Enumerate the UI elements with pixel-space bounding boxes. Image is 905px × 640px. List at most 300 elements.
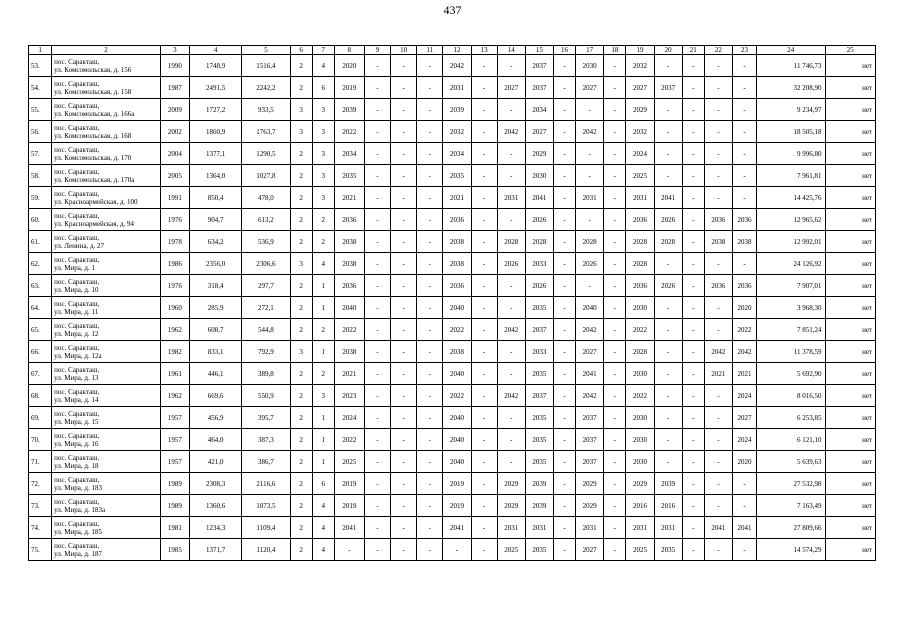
cell-col-12: 2035 <box>443 165 471 187</box>
address-cell <box>52 143 161 165</box>
column-number-2: 2 <box>52 46 161 55</box>
cell-col-4: 2308,3 <box>189 473 241 495</box>
cell-col-3: 1962 <box>160 385 189 407</box>
cell-col-23: 2041 <box>732 517 756 539</box>
column-number-20: 20 <box>654 46 682 55</box>
address-street: ул. Мира, д. 16 <box>54 439 99 448</box>
cell-col-25: нет <box>825 517 876 539</box>
cell-col-14: 2026 <box>497 253 525 275</box>
cell-col-7: 3 <box>312 187 334 209</box>
cell-col-10: - <box>391 275 417 297</box>
address-settlement: пос. Саракташ, <box>54 387 100 396</box>
cell-col-19: 2030 <box>626 363 654 385</box>
cell-col-23: - <box>732 165 756 187</box>
address-street: ул. Красноармейская, д. 94 <box>54 219 135 228</box>
cell-col-9: - <box>364 297 390 319</box>
cell-col-24: 5 692,90 <box>757 363 825 385</box>
cell-col-4: 318,4 <box>189 275 241 297</box>
cell-col-14: 2031 <box>497 187 525 209</box>
cell-col-12: 2039 <box>443 99 471 121</box>
cell-col-23: - <box>732 473 756 495</box>
cell-col-6: 2 <box>290 451 312 473</box>
table-row <box>29 451 876 473</box>
cell-col-7: 4 <box>312 253 334 275</box>
cell-col-7: 1 <box>312 429 334 451</box>
cell-col-20: - <box>654 297 682 319</box>
cell-col-23: - <box>732 253 756 275</box>
cell-col-17: 2029 <box>576 473 604 495</box>
cell-col-22: - <box>704 319 732 341</box>
cell-col-11: - <box>417 539 443 561</box>
cell-col-10: - <box>391 363 417 385</box>
cell-col-21: - <box>682 209 704 231</box>
cell-col-20: - <box>654 253 682 275</box>
cell-col-12: 2040 <box>443 429 471 451</box>
cell-col-3: 2009 <box>160 99 189 121</box>
address-street: ул. Мира, д. 12 <box>54 329 99 338</box>
cell-col-4: 904,7 <box>189 209 241 231</box>
cell-col-10: - <box>391 407 417 429</box>
cell-col-14: - <box>497 363 525 385</box>
cell-col-10: - <box>391 143 417 165</box>
address-cell <box>52 165 161 187</box>
cell-col-14: - <box>497 143 525 165</box>
cell-col-23: 2021 <box>732 363 756 385</box>
cell-col-19: 2036 <box>626 209 654 231</box>
cell-col-3: 1989 <box>160 473 189 495</box>
cell-col-23: 2036 <box>732 209 756 231</box>
cell-col-9: - <box>364 99 390 121</box>
cell-col-16: - <box>553 165 575 187</box>
cell-col-3: 1957 <box>160 451 189 473</box>
address-cell <box>52 99 161 121</box>
cell-col-4: 1234,3 <box>189 517 241 539</box>
cell-col-22: - <box>704 77 732 99</box>
row-number: 61. <box>29 231 52 253</box>
cell-col-21: - <box>682 253 704 275</box>
address-cell <box>52 407 161 429</box>
cell-col-11: - <box>417 495 443 517</box>
cell-col-16: - <box>553 55 575 77</box>
cell-col-8: 2024 <box>334 407 364 429</box>
table-row <box>29 407 876 429</box>
cell-col-8: 2039 <box>334 99 364 121</box>
cell-col-16: - <box>553 495 575 517</box>
cell-col-5: 792,9 <box>242 341 290 363</box>
cell-col-19: 2028 <box>626 253 654 275</box>
address-settlement: пос. Саракташ, <box>54 211 100 220</box>
cell-col-24: 27 809,66 <box>757 517 825 539</box>
cell-col-19: 2030 <box>626 429 654 451</box>
cell-col-20: - <box>654 143 682 165</box>
cell-col-15: 2026 <box>525 209 553 231</box>
cell-col-3: 2005 <box>160 165 189 187</box>
column-number-16: 16 <box>553 46 575 55</box>
column-number-18: 18 <box>604 46 626 55</box>
cell-col-23: - <box>732 495 756 517</box>
cell-col-14: 2029 <box>497 473 525 495</box>
cell-col-13: - <box>471 297 497 319</box>
row-number: 68. <box>29 385 52 407</box>
row-number: 58. <box>29 165 52 187</box>
cell-col-13: - <box>471 77 497 99</box>
column-number-13: 13 <box>471 46 497 55</box>
cell-col-11: - <box>417 429 443 451</box>
cell-col-17: 2027 <box>576 77 604 99</box>
table-row <box>29 209 876 231</box>
cell-col-19: 2036 <box>626 275 654 297</box>
cell-col-6: 2 <box>290 77 312 99</box>
housing-register-table <box>28 45 876 561</box>
cell-col-9: - <box>364 363 390 385</box>
cell-col-8: 2020 <box>334 55 364 77</box>
cell-col-11: - <box>417 231 443 253</box>
table-row <box>29 363 876 385</box>
table-row <box>29 99 876 121</box>
cell-col-11: - <box>417 297 443 319</box>
table-row <box>29 539 876 561</box>
cell-col-17: 2042 <box>576 121 604 143</box>
cell-col-12: 2040 <box>443 407 471 429</box>
cell-col-9: - <box>364 407 390 429</box>
cell-col-24: 24 126,92 <box>757 253 825 275</box>
cell-col-24: 12 965,62 <box>757 209 825 231</box>
cell-col-23: 2024 <box>732 385 756 407</box>
cell-col-8: 2036 <box>334 209 364 231</box>
cell-col-22: 2038 <box>704 231 732 253</box>
cell-col-17: 2026 <box>576 253 604 275</box>
column-number-24: 24 <box>757 46 825 55</box>
cell-col-9: - <box>364 539 390 561</box>
cell-col-9: - <box>364 165 390 187</box>
address-cell <box>52 341 161 363</box>
cell-col-14: - <box>497 429 525 451</box>
cell-col-15: 2035 <box>525 539 553 561</box>
cell-col-4: 1364,0 <box>189 165 241 187</box>
cell-col-9: - <box>364 231 390 253</box>
cell-col-11: - <box>417 407 443 429</box>
cell-col-14: 2042 <box>497 385 525 407</box>
cell-col-12: 2022 <box>443 319 471 341</box>
cell-col-9: - <box>364 341 390 363</box>
cell-col-20: 2035 <box>654 539 682 561</box>
cell-col-4: 850,4 <box>189 187 241 209</box>
row-number: 53. <box>29 55 52 77</box>
cell-col-8: 2025 <box>334 451 364 473</box>
cell-col-6: 2 <box>290 209 312 231</box>
cell-col-10: - <box>391 253 417 275</box>
cell-col-22: - <box>704 385 732 407</box>
cell-col-8: 2019 <box>334 77 364 99</box>
cell-col-9: - <box>364 451 390 473</box>
cell-col-3: 1987 <box>160 77 189 99</box>
table-row <box>29 319 876 341</box>
cell-col-22: - <box>704 451 732 473</box>
cell-col-18: - <box>604 451 626 473</box>
column-number-1: 1 <box>29 46 52 55</box>
cell-col-22: - <box>704 473 732 495</box>
cell-col-15: 2035 <box>525 297 553 319</box>
cell-col-6: 2 <box>290 407 312 429</box>
cell-col-22: 2041 <box>704 517 732 539</box>
cell-col-16: - <box>553 121 575 143</box>
cell-col-25: нет <box>825 55 876 77</box>
cell-col-25: нет <box>825 363 876 385</box>
cell-col-5: 2306,6 <box>242 253 290 275</box>
cell-col-6: 3 <box>290 341 312 363</box>
cell-col-4: 456,9 <box>189 407 241 429</box>
cell-col-24: 18 505,18 <box>757 121 825 143</box>
cell-col-6: 3 <box>290 253 312 275</box>
cell-col-7: 4 <box>312 517 334 539</box>
cell-col-4: 421,0 <box>189 451 241 473</box>
cell-col-13: - <box>471 473 497 495</box>
cell-col-12: 2036 <box>443 209 471 231</box>
cell-col-17: - <box>576 275 604 297</box>
table-row <box>29 55 876 77</box>
row-number: 57. <box>29 143 52 165</box>
cell-col-4: 446,1 <box>189 363 241 385</box>
address-settlement: пос. Саракташ, <box>54 57 100 66</box>
cell-col-3: 1990 <box>160 55 189 77</box>
cell-col-25: нет <box>825 297 876 319</box>
cell-col-12: 2019 <box>443 495 471 517</box>
address-cell <box>52 451 161 473</box>
column-number-14: 14 <box>497 46 525 55</box>
table-row <box>29 231 876 253</box>
cell-col-15: 2037 <box>525 319 553 341</box>
cell-col-10: - <box>391 231 417 253</box>
cell-col-18: - <box>604 55 626 77</box>
address-cell <box>52 55 161 77</box>
cell-col-15: 2037 <box>525 77 553 99</box>
cell-col-9: - <box>364 253 390 275</box>
cell-col-24: 9 234,97 <box>757 99 825 121</box>
cell-col-23: 2027 <box>732 407 756 429</box>
address-settlement: пос. Саракташ, <box>54 453 100 462</box>
cell-col-22: - <box>704 143 732 165</box>
row-number: 69. <box>29 407 52 429</box>
cell-col-19: 2029 <box>626 99 654 121</box>
cell-col-25: нет <box>825 495 876 517</box>
cell-col-25: нет <box>825 385 876 407</box>
row-number: 74. <box>29 517 52 539</box>
cell-col-20: 2016 <box>654 495 682 517</box>
cell-col-16: - <box>553 341 575 363</box>
cell-col-22: - <box>704 429 732 451</box>
cell-col-15: 2035 <box>525 429 553 451</box>
cell-col-4: 1371,7 <box>189 539 241 561</box>
cell-col-8: 2038 <box>334 253 364 275</box>
cell-col-13: - <box>471 165 497 187</box>
cell-col-23: 2020 <box>732 451 756 473</box>
cell-col-21: - <box>682 187 704 209</box>
cell-col-6: 2 <box>290 143 312 165</box>
address-street: ул. Мира, д. 1 <box>54 263 95 272</box>
cell-col-11: - <box>417 275 443 297</box>
cell-col-17: 2029 <box>576 495 604 517</box>
address-cell <box>52 77 161 99</box>
address-street: ул. Мира, д. 15 <box>54 417 99 426</box>
cell-col-10: - <box>391 495 417 517</box>
cell-col-18: - <box>604 429 626 451</box>
cell-col-23: 2024 <box>732 429 756 451</box>
cell-col-25: нет <box>825 165 876 187</box>
cell-col-22: - <box>704 297 732 319</box>
cell-col-13: - <box>471 99 497 121</box>
address-street: ул. Мира, д. 13 <box>54 373 99 382</box>
cell-col-8: 2034 <box>334 143 364 165</box>
cell-col-8: 2019 <box>334 495 364 517</box>
cell-col-16: - <box>553 231 575 253</box>
table-row <box>29 429 876 451</box>
cell-col-3: 1961 <box>160 363 189 385</box>
column-number-19: 19 <box>626 46 654 55</box>
cell-col-12: 2021 <box>443 187 471 209</box>
cell-col-23: 2036 <box>732 275 756 297</box>
cell-col-9: - <box>364 385 390 407</box>
cell-col-7: 4 <box>312 539 334 561</box>
cell-col-6: 2 <box>290 187 312 209</box>
cell-col-18: - <box>604 341 626 363</box>
cell-col-14: 2031 <box>497 517 525 539</box>
cell-col-9: - <box>364 275 390 297</box>
cell-col-6: 3 <box>290 121 312 143</box>
address-settlement: пос. Саракташ, <box>54 343 100 352</box>
cell-col-8: 2019 <box>334 473 364 495</box>
cell-col-5: 550,9 <box>242 385 290 407</box>
row-number: 70. <box>29 429 52 451</box>
cell-col-23: 2022 <box>732 319 756 341</box>
cell-col-11: - <box>417 473 443 495</box>
cell-col-13: - <box>471 495 497 517</box>
cell-col-17: 2031 <box>576 187 604 209</box>
cell-col-22: - <box>704 253 732 275</box>
cell-col-13: - <box>471 429 497 451</box>
address-cell <box>52 121 161 143</box>
cell-col-15: 2027 <box>525 121 553 143</box>
cell-col-11: - <box>417 363 443 385</box>
cell-col-23: 2020 <box>732 297 756 319</box>
cell-col-12: 2034 <box>443 143 471 165</box>
cell-col-15: 2033 <box>525 341 553 363</box>
cell-col-5: 1516,4 <box>242 55 290 77</box>
cell-col-19: 2024 <box>626 143 654 165</box>
cell-col-14: - <box>497 275 525 297</box>
cell-col-4: 669,6 <box>189 385 241 407</box>
cell-col-13: - <box>471 539 497 561</box>
cell-col-12: 2036 <box>443 275 471 297</box>
cell-col-5: 387,3 <box>242 429 290 451</box>
cell-col-3: 1989 <box>160 495 189 517</box>
cell-col-22: - <box>704 495 732 517</box>
cell-col-10: - <box>391 473 417 495</box>
cell-col-13: - <box>471 363 497 385</box>
address-settlement: пос. Саракташ, <box>54 475 100 484</box>
column-number-7: 7 <box>312 46 334 55</box>
cell-col-3: 2004 <box>160 143 189 165</box>
cell-col-20: 2039 <box>654 473 682 495</box>
cell-col-19: 2022 <box>626 385 654 407</box>
address-settlement: пос. Саракташ, <box>54 189 100 198</box>
address-street: ул. Мира, д. 185 <box>54 527 102 536</box>
cell-col-20: - <box>654 385 682 407</box>
cell-col-24: 7 851,24 <box>757 319 825 341</box>
cell-col-17: 2041 <box>576 363 604 385</box>
table-body <box>29 46 876 561</box>
row-number: 75. <box>29 539 52 561</box>
cell-col-18: - <box>604 187 626 209</box>
cell-col-19: 2027 <box>626 77 654 99</box>
address-cell <box>52 429 161 451</box>
cell-col-3: 1976 <box>160 209 189 231</box>
cell-col-16: - <box>553 429 575 451</box>
cell-col-21: - <box>682 517 704 539</box>
cell-col-11: - <box>417 55 443 77</box>
address-cell <box>52 275 161 297</box>
cell-col-21: - <box>682 99 704 121</box>
address-cell <box>52 517 161 539</box>
cell-col-10: - <box>391 297 417 319</box>
column-number-10: 10 <box>391 46 417 55</box>
address-street: ул. Мира, д. 12а <box>54 351 102 360</box>
cell-col-17: 2027 <box>576 341 604 363</box>
cell-col-11: - <box>417 143 443 165</box>
cell-col-20: - <box>654 99 682 121</box>
cell-col-14: - <box>497 451 525 473</box>
cell-col-7: 1 <box>312 341 334 363</box>
cell-col-13: - <box>471 143 497 165</box>
cell-col-22: - <box>704 539 732 561</box>
cell-col-21: - <box>682 539 704 561</box>
cell-col-16: - <box>553 319 575 341</box>
address-cell <box>52 363 161 385</box>
cell-col-13: - <box>471 275 497 297</box>
cell-col-7: 2 <box>312 363 334 385</box>
address-street: ул. Мира, д. 14 <box>54 395 99 404</box>
cell-col-15: 2037 <box>525 385 553 407</box>
column-number-25: 25 <box>825 46 876 55</box>
cell-col-14: 2027 <box>497 77 525 99</box>
cell-col-14: 2029 <box>497 495 525 517</box>
cell-col-17: 2028 <box>576 231 604 253</box>
cell-col-15: 2029 <box>525 143 553 165</box>
cell-col-22: - <box>704 407 732 429</box>
cell-col-8: 2040 <box>334 297 364 319</box>
cell-col-12: 2040 <box>443 363 471 385</box>
cell-col-10: - <box>391 429 417 451</box>
cell-col-16: - <box>553 275 575 297</box>
cell-col-13: - <box>471 209 497 231</box>
cell-col-19: 2016 <box>626 495 654 517</box>
cell-col-10: - <box>391 165 417 187</box>
cell-col-12: 2040 <box>443 297 471 319</box>
cell-col-23: - <box>732 99 756 121</box>
cell-col-21: - <box>682 451 704 473</box>
cell-col-20: - <box>654 363 682 385</box>
cell-col-5: 2242,2 <box>242 77 290 99</box>
cell-col-7: 3 <box>312 121 334 143</box>
cell-col-14: 2042 <box>497 319 525 341</box>
cell-col-22: 2036 <box>704 275 732 297</box>
cell-col-8: 2041 <box>334 517 364 539</box>
cell-col-4: 2491,5 <box>189 77 241 99</box>
cell-col-12: 2040 <box>443 451 471 473</box>
table-row <box>29 187 876 209</box>
cell-col-13: - <box>471 341 497 363</box>
cell-col-20: - <box>654 341 682 363</box>
table-row <box>29 77 876 99</box>
